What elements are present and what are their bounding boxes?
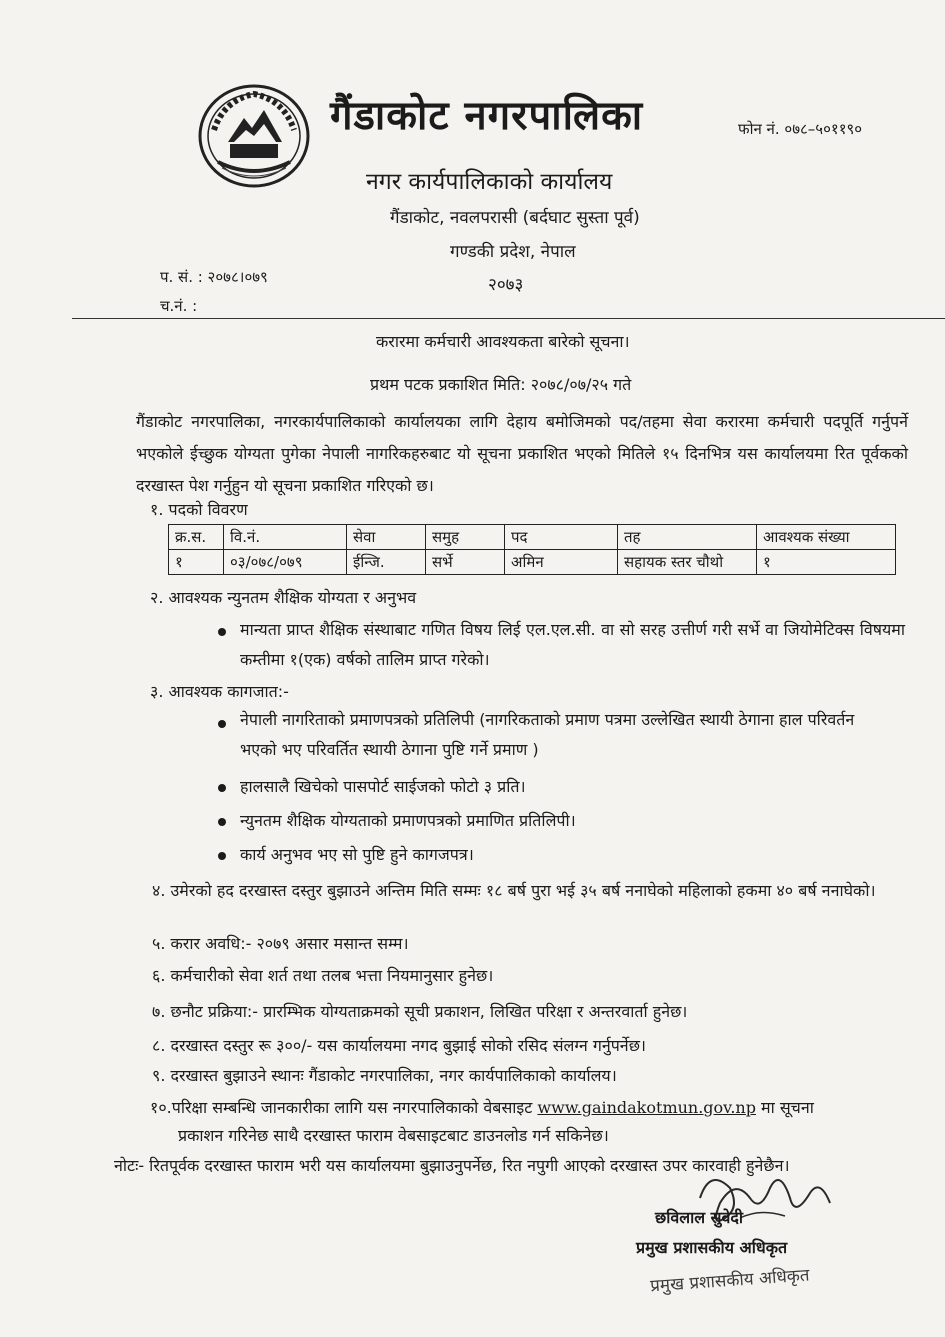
section-10-text: १०.परिक्षा सम्बन्धि जानकारीका लागि यस नगरपालिकाको वेबसाइट <box>150 1098 538 1117</box>
section-6: ६. कर्मचारीको सेवा शर्त तथा तलब भत्ता नियमानुसार हुनेछ। <box>152 966 494 985</box>
bullet-icon <box>218 628 226 636</box>
section-4: ४. उमेरको हद दरखास्त दस्तुर बुझाउने अन्तिम मिति सम्मः १८ बर्ष पुरा भई ३५ बर्ष ननाघेको महिलाको हकमा ४० बर्ष ननाघेको। <box>152 881 876 900</box>
phone-number: फोन नं. ०७८–५०११९० <box>738 120 863 138</box>
table-cell: ईन्जि. <box>347 550 426 575</box>
published-date: प्रथम पटक प्रकाशित मिति: २०७८/०७/२५ गते <box>370 375 632 394</box>
table-header-cell: तह <box>618 525 757 550</box>
section-9: ९. दरखास्त बुझाउने स्थानः गैंडाकोट नगरपालिका, नगर कार्यपालिकाको कार्यालय। <box>152 1066 617 1085</box>
document-item: न्युनतम शैक्षिक योग्यताको प्रमाणपत्रको प्रमाणित प्रतिलिपी। <box>240 811 576 830</box>
signature-icon <box>690 1158 840 1248</box>
document-item: नेपाली नागरिताको प्रमाणपत्रको प्रतिलिपी (नागरिकताको प्रमाण पत्रमा उल्लेखित स्थायी ठेगाना हाल परिवर्तन भएको भए परिवर्तित स्थायी ठेगाना पुष्टि गर्ने प्रमाण ) <box>240 710 855 759</box>
table-header-cell: सेवा <box>347 525 426 550</box>
table-header-row <box>169 525 896 550</box>
section-10-line-2: प्रकाशन गरिनेछ साथै दरखास्त फाराम वेबसाइटबाट डाउनलोड गर्न सकिनेछ। <box>178 1126 609 1145</box>
section-8: ८. दरखास्त दस्तुर रू ३००/- यस कार्यालयमा नगद बुझाई सोको रसिद संलग्न गर्नुपर्नेछ। <box>152 1036 646 1055</box>
bullet-icon <box>218 818 226 826</box>
dispatch-number: च.नं. : <box>160 297 198 315</box>
post-details-table <box>168 524 896 575</box>
document-item: कार्य अनुभव भए सो पुष्टि हुने कागजपत्र। <box>240 845 474 864</box>
table-cell: १ <box>757 550 896 575</box>
municipality-title: गैंडाकोट नगरपालिका <box>330 93 644 139</box>
notice-intro: गैंडाकोट नगरपालिका, नगरकार्यपालिकाको कार्यालयका लागि देहाय बमोजिमको पद/तहमा सेवा करारमा कर्मचारी पदपूर्ति गर्नुपर्ने भएकोले ईच्छुक योग्यता पुगेका नेपाली नागरिकहरुबाट यो सूचना प्रकाशित भएको मितिले १५ दिनभित्र यस कार्यालयमा रित पूर्वकको दरखास्त पेश गर्नुहुन यो सूचना प्रकाशित गरिएको छ। <box>136 412 908 495</box>
office-name: नगर कार्यपालिकाको कार्यालय <box>366 169 613 195</box>
table-cell: ०३/०७८/०७९ <box>224 550 347 575</box>
table-cell: १ <box>169 550 224 575</box>
table-cell: सर्भे <box>426 550 505 575</box>
website-link[interactable]: www.gaindakotmun.gov.np <box>537 1098 756 1117</box>
official-stamp: प्रमुख प्रशासकीय अधिकृत <box>649 1265 811 1297</box>
table-cell: सहायक स्तर चौथो <box>618 550 757 575</box>
header-divider <box>72 318 945 319</box>
address-line-2: गण्डकी प्रदेश, नेपाल <box>450 242 576 262</box>
qualification-item: मान्यता प्राप्त शैक्षिक संस्थाबाट गणित विषय लिई एल.एल.सी. वा सो सरह उत्तीर्ण गरी सर्भे वा जियोमेटिक्स विषयमा कम्तीमा १(एक) वर्षको तालिम प्राप्त गरेको। <box>240 620 905 669</box>
section-3-heading: ३. आवश्यक कागजात:- <box>150 682 289 701</box>
table-header-cell: समुह <box>426 525 505 550</box>
section-5: ५. करार अवधि:- २०७९ असार मसान्त सम्म। <box>152 934 409 953</box>
section-2-heading: २. आवश्यक न्युनतम शैक्षिक योग्यता र अनुभव <box>150 588 417 607</box>
established-year: २०७३ <box>488 275 524 295</box>
section-7: ७. छनौट प्रक्रिया:- प्रारम्भिक योग्यताक्रमको सूची प्रकाशन, लिखित परिक्षा र अन्तरवार्ता हुनेछ। <box>152 1002 688 1021</box>
table-header-cell: पद <box>505 525 618 550</box>
signatory-name: छविलाल सुवेदी <box>655 1208 744 1227</box>
section-1-heading: १. पदको विवरण <box>150 500 248 519</box>
address-line-1: गैंडाकोट, नवलपरासी (बर्दघाट सुस्ता पूर्व) <box>390 208 640 228</box>
bullet-icon <box>218 852 226 860</box>
signatory-title: प्रमुख प्रशासकीय अधिकृत <box>636 1238 788 1257</box>
bullet-icon <box>218 720 226 728</box>
reference-number: प. सं. : २०७८।०७९ <box>160 268 268 286</box>
table-header-cell: वि.नं. <box>224 525 347 550</box>
note: नोटः- रितपूर्वक दरखास्त फाराम भरी यस कार्यालयमा बुझाउनुपर्नेछ, रित नपुगी आएको दरखास्त उपर कारवाही हुनेछैन। <box>114 1156 790 1175</box>
notice-title: करारमा कर्मचारी आवश्यकता बारेको सूचना। <box>376 332 630 351</box>
section-10 <box>150 1096 814 1118</box>
bullet-icon <box>218 784 226 792</box>
municipality-emblem <box>194 80 314 190</box>
table-cell: अमिन <box>505 550 618 575</box>
document-item: हालसालै खिचेको पासपोर्ट साईजको फोटो ३ प्रति। <box>240 777 526 796</box>
table-row <box>169 550 896 575</box>
table-header-cell: क्र.स. <box>169 525 224 550</box>
section-10-suffix: मा सूचना <box>755 1098 814 1117</box>
table-header-cell: आवश्यक संख्या <box>757 525 896 550</box>
